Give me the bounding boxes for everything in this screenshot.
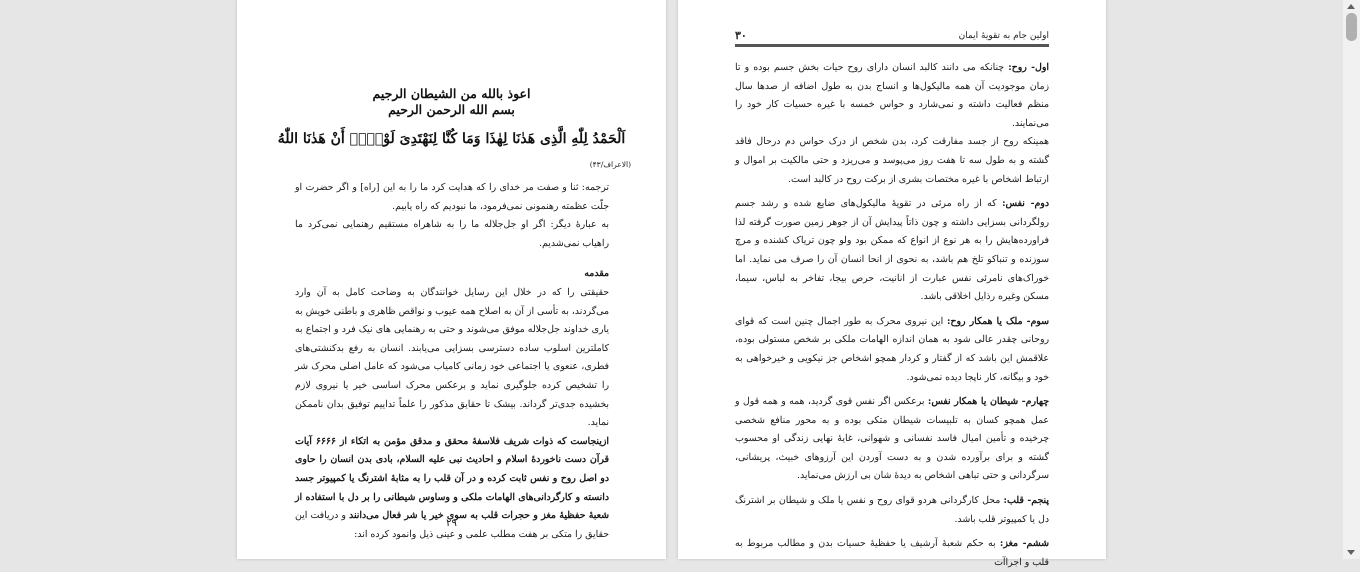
section-lead: دوم- نفس: [1002,198,1049,210]
section-ruh-extra: همینکه روح از جسد مفارقت کرد، بدن شخص از درک حواس دم درحال فاقد گشته و به طول سه تا هفت روز می‌پوسد و می‌ریزد و حتی مالکیت بر اموال و ارتباط اشخاص با غیره مختصات بشری از برکت روح در کالبد است. [735,136,1049,185]
bold-paragraph-run: ازینجاست که ذوات شریف فلاسفهٔ محقق و مدقق مؤمن به اتکاء از ۶۶۶۶ آیات قرآن دست ناخوردهٔ اسلام و احادیث نبی علیه السلام، بادی بدن انسان را حاوی دو اصل روح و نفس ثابت کرده و در آن قلب را به مثابهٔ اشترنگ یا کمپیوتر جسد دانسته و کارگردانی‌های الهامات ملکی و وساوس شیطانی را بر دل با استفاده از شعبهٔ حفظیهٔ مغز و حجرات قلب به سوی خیر یا شر فعال می‌دانند [295,435,609,522]
intro-heading: مقدمه [584,268,609,280]
section-lead: چهارم- شیطان یا همکار نفس: [927,396,1049,408]
section-ruh [735,59,1049,133]
header-rule [735,44,1049,47]
running-header [735,29,1049,43]
section-maghz [735,535,1049,572]
translation-text: ترجمه: ثنا و صفت مر خدای را که هدایت کرد ما را به این [راه] و اگر حضرت او جلّت عظمته رهنمونی نمی‌فرمود، ما نبودیم که راه یابیم. [295,182,609,212]
quran-verse: اَلْحَمْدُ لِلّٰهِ الَّذِی هَدٰنَا لِهٰذَا وَمَا كُنَّا لِنَهْتَدِیَ لَوْلَاۤ أَنْ هَدٰنَا اللّٰهُ [277,131,626,147]
translation-block [295,179,609,544]
page-number: ۳۰ [735,29,747,42]
running-head-title: اولین جام به تقویهٔ ایمان [958,31,1049,41]
verse-reference: (الاعراف/۴۳) [589,160,631,169]
section-lead: اول- روح: [1008,62,1049,73]
basmala-line: بسم الله الرحمن الرحیم [388,102,515,117]
document-page-29 [237,0,666,559]
scrollbar-thumb[interactable] [1346,13,1357,41]
section-text: این نیروی محرک به طور اجمال چنین است که قوای روحانی چقدر عالی شود به همان اندازه الهامات ملکی بر شخص مستولی بوده، علاقمش این باشد که از گفتار و کردار همچو اشخاص جز نیکویی و خیرخواهی به خود و بیگانه، کار ناپجا دیده نمی‌شود. [735,315,1049,383]
section-nafs [735,195,1049,307]
alt-translation-text: به عبارهٔ دیگر: اگر او جل‌جلاله ما را به شاهراه مستقیم رهنمایی نمی‌کرد ما راهیاب نمی‌شدیم. [295,219,609,249]
basmala-block [257,86,646,148]
section-lead: ششم- مغز: [999,538,1049,550]
section-qalb [735,492,1049,529]
section-text: به حکم شعبهٔ آرشیف یا حفظیهٔ حسیات بدن و مطالب مربوط به قلب و اجراآت [735,538,1049,568]
section-shaitan [735,393,1049,486]
section-lead: سوم- ملک یا همکار روح: [946,315,1049,327]
section-text: که از راه مرئی در تقویهٔ مالیکول‌های ضایع شده و رشد جسم رولگردانی بسزایی داشته و چون ذاتاً پیدایش آن از جوهر زمین صورت گرفته لذا فراورده‌هایش را به هر نوع از انواع که ممکن بود ولو چون تریاک کشنده و مرچ سوزنده و تنباکو تلخ هم باشد، به نحوی از انحا انسان آن را صرف می نماید. اما خوراک‌های نامرئی نفس عبارت از انانیت، حرص بیجا، تفاخر به لباس، سیما، مسکن وغیره رذایل اخلاقی باشد. [735,198,1049,303]
document-page-30 [678,0,1106,568]
page-number: ۲۹ [446,518,457,529]
vertical-scrollbar[interactable] [1343,0,1360,559]
section-text: چنانکه می دانند کالبد انسان دارای روح حیات بخش جسم بوده و تا زمان موجودیت آن همه مالیکول‌ها و انساج بدن به طول اضافه از صدها سال منظم فعالیت داشته و نمی‌شارد و حواس خمسه با غیره حسیات کار خود را می‌نمایند. [735,62,1049,129]
section-malak [735,313,1049,387]
scroll-up-arrow-icon[interactable] [1347,4,1355,9]
bold-paragraph-tail: و دریافت این حقایق را متکی بر هفت مطلب علمی و عینی ذیل وانمود کرده اند: [295,510,609,540]
section-text: محل کارگردانی هردو قوای روح و نفس یا ملک و شیطان بر اشترنگ دل یا کمپیوتر قلب باشد. [735,495,1049,525]
intro-paragraph: حقیقتی را که در خلال این رسایل خوانندگان به وضاحت کامل به آن وارد می‌گردند، به تأسی از آن به اصلاح همه عیوب و نواقص ظاهری و باطنی خویش به یاری خداوند جل‌جلاله موفق می‌شوند و حتی به رهنمایی های نیک فرد و اجتماع به کاملترین اسلوب ساده دسترسی بسزایی می‌یابند. انسان به رفع بدکنشتی‌های فطری، عنعوی یا اجتماعی خود زمانی کامیاب می‌شود که عامل اصلی محرک شر را تشخیص کرده جلوگیری نماید و برعکس محرک اساسی خیر یا نیروی لازم بخشیده جدی‌تر گرداند. بیشک تا حقایق مذکور را علماً تداییم توفیق بدان ناممکن نماید. [295,286,609,429]
section-text: برعکس اگر نفس قوی گردید، همه و همه قول و عمل همچو کسان به تلبیسات شیطان متکی بوده و به محور منافع شخصی چرخیده و تأمین امیال فاسد نفسانی و شهوانی، غایهٔ نهایی زندگی او محسوب گشته و برای برآورده شدن و به دست آوردن این آرزوهای خبیث، پریشانی، سرگردانی و حتی تباهی اشخاص به دیدهٔ شان بی ارزش می‌نماید. [735,396,1049,482]
scroll-down-arrow-icon[interactable] [1347,550,1355,555]
istiadha-line: اعوذ بالله من الشیطان الرجیم [372,86,531,101]
section-lead: پنجم- قلب: [1003,495,1049,507]
body-text [735,59,1049,572]
